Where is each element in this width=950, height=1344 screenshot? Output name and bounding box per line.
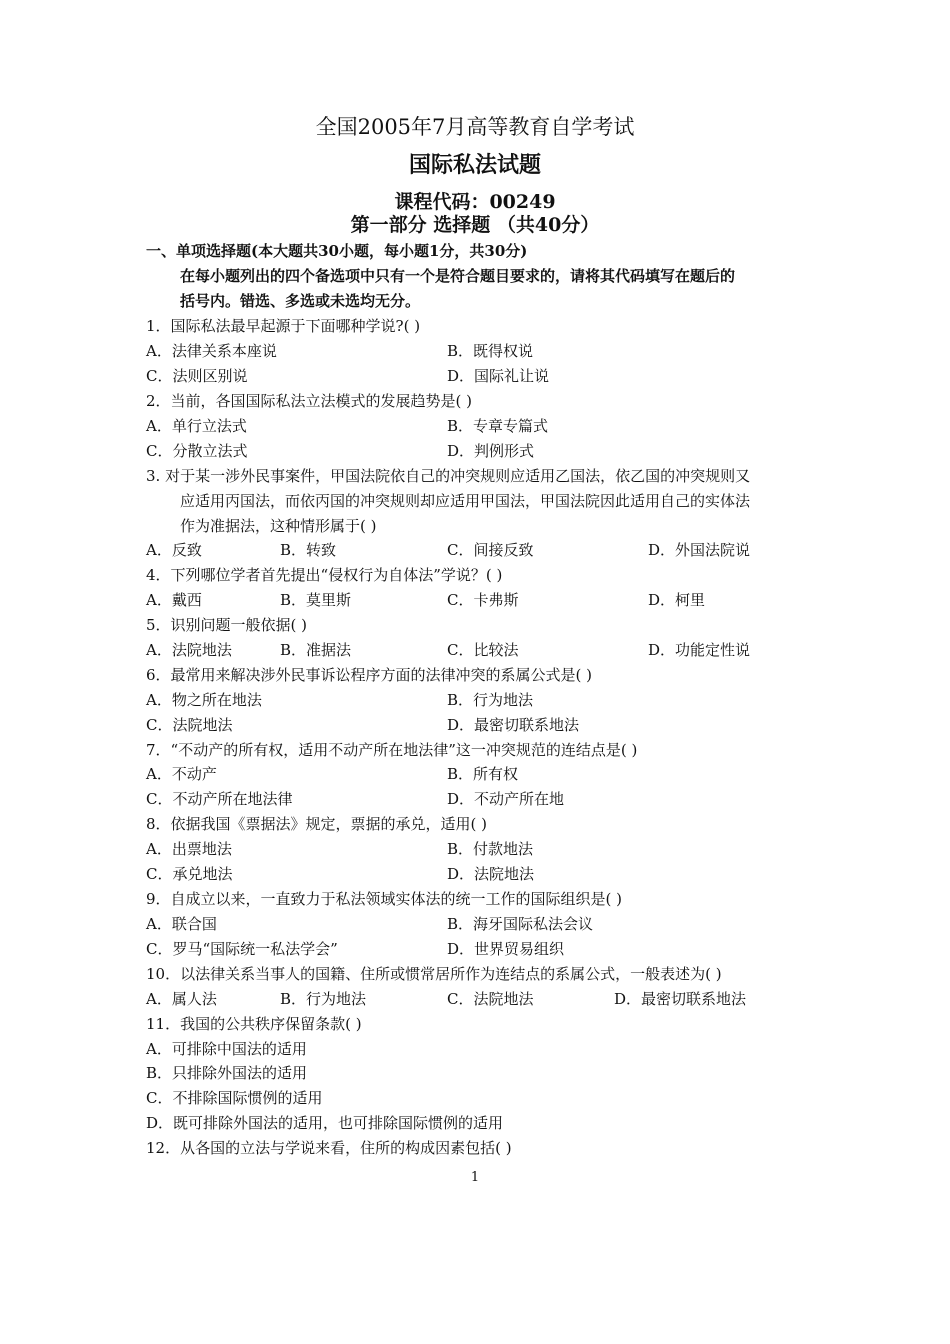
- section-title: 一、单项选择题(本大题共30小题，每小题1分，共30分): [146, 242, 528, 260]
- question-7-option-a: A．不动产: [146, 765, 217, 783]
- question-9-option-c: C．罗马“国际统一私法学会”: [146, 940, 338, 958]
- question-5-stem: 5．识别问题一般依据( ): [146, 616, 308, 634]
- question-8-option-d: D．法院地法: [447, 865, 535, 883]
- question-6-option-c: C．法院地法: [146, 716, 233, 734]
- question-4-option-c: C．卡弗斯: [447, 591, 519, 609]
- question-6-option-b: B．行为地法: [447, 691, 534, 709]
- question-3-stem-line-3: 作为准据法，这种情形属于( ): [180, 517, 377, 535]
- question-2-option-d: D．判例形式: [447, 442, 535, 460]
- question-5-option-c: C．比较法: [447, 641, 519, 659]
- question-4-option-d: D．柯里: [648, 591, 706, 609]
- question-1-option-c: C．法则区别说: [146, 367, 248, 385]
- question-10-option-b: B．行为地法: [280, 990, 367, 1008]
- question-12-stem: 12．从各国的立法与学说来看，住所的构成因素包括( ): [146, 1139, 512, 1157]
- part-title: 第一部分 选择题 （共40分）: [350, 214, 600, 236]
- question-3-option-a: A．反致: [146, 541, 202, 559]
- question-10-option-c: C．法院地法: [447, 990, 534, 1008]
- question-1-option-d: D．国际礼让说: [447, 367, 550, 385]
- subject-title: 国际私法试题: [408, 152, 541, 178]
- question-6-stem: 6．最常用来解决涉外民事诉讼程序方面的法律冲突的系属公式是( ): [146, 666, 593, 684]
- question-3-stem-line-2: 应适用丙国法，而依丙国的冲突规则却应适用甲国法，甲国法院因此适用自己的实体法: [180, 492, 751, 510]
- question-10-stem: 10．以法律关系当事人的国籍、住所或惯常居所作为连结点的系属公式，一般表述为( ): [146, 965, 722, 983]
- section-instruction-line-2: 括号内。错选、多选或未选均无分。: [180, 292, 421, 310]
- question-9-option-d: D．世界贸易组织: [447, 940, 565, 958]
- question-3-option-d: D．外国法院说: [648, 541, 751, 559]
- question-11-option-a: A．可排除中国法的适用: [146, 1040, 307, 1058]
- question-5-option-d: D．功能定性说: [648, 641, 751, 659]
- question-10-option-a: A．属人法: [146, 990, 217, 1008]
- question-10-option-d: D．最密切联系地法: [614, 990, 747, 1008]
- question-3-option-c: C．间接反致: [447, 541, 534, 559]
- question-11-stem: 11．我国的公共秩序保留条款( ): [146, 1015, 362, 1033]
- exam-title: 全国2005年7月高等教育自学考试: [315, 115, 635, 139]
- question-5-option-a: A．法院地法: [146, 641, 232, 659]
- question-2-stem: 2．当前，各国国际私法立法模式的发展趋势是( ): [146, 392, 473, 410]
- question-8-option-c: C．承兑地法: [146, 865, 233, 883]
- question-4-option-a: A．戴西: [146, 591, 202, 609]
- question-2-option-a: A．单行立法式: [146, 417, 247, 435]
- question-3-option-b: B．转致: [280, 541, 337, 559]
- question-9-stem: 9．自成立以来，一直致力于私法领域实体法的统一工作的国际组织是( ): [146, 890, 623, 908]
- question-9-option-a: A．联合国: [146, 915, 217, 933]
- question-7-stem: 7．“不动产的所有权，适用不动产所在地法律”这一冲突规范的连结点是( ): [146, 741, 638, 759]
- question-1-stem: 1．国际私法最早起源于下面哪种学说?( ): [146, 317, 421, 335]
- question-7-option-b: B．所有权: [447, 765, 519, 783]
- page-number: 1: [470, 1170, 480, 1185]
- question-8-option-b: B．付款地法: [447, 840, 534, 858]
- question-11-option-c: C．不排除国际惯例的适用: [146, 1089, 323, 1107]
- question-2-option-b: B．专章专篇式: [447, 417, 549, 435]
- question-8-option-a: A．出票地法: [146, 840, 232, 858]
- question-9-option-b: B．海牙国际私法会议: [447, 915, 594, 933]
- question-5-option-b: B．准据法: [280, 641, 352, 659]
- course-code: 课程代码：00249: [394, 191, 556, 213]
- question-11-option-d: D．既可排除外国法的适用，也可排除国际惯例的适用: [146, 1114, 504, 1132]
- question-4-option-b: B．莫里斯: [280, 591, 352, 609]
- question-6-option-a: A．物之所在地法: [146, 691, 262, 709]
- question-7-option-c: C．不动产所在地法律: [146, 790, 293, 808]
- question-7-option-d: D．不动产所在地: [447, 790, 565, 808]
- question-11-option-b: B．只排除外国法的适用: [146, 1064, 308, 1082]
- question-2-option-c: C．分散立法式: [146, 442, 248, 460]
- question-6-option-d: D．最密切联系地法: [447, 716, 580, 734]
- question-1-option-b: B．既得权说: [447, 342, 534, 360]
- question-1-option-a: A．法律关系本座说: [146, 342, 277, 360]
- question-4-stem: 4．下列哪位学者首先提出“侵权行为自体法”学说？( ): [146, 566, 503, 584]
- question-3-stem-line-1: 3. 对于某一涉外民事案件，甲国法院依自己的冲突规则应适用乙国法，依乙国的冲突规则又: [146, 467, 751, 485]
- question-8-stem: 8．依据我国《票据法》规定，票据的承兑，适用( ): [146, 815, 488, 833]
- section-instruction-line-1: 在每小题列出的四个备选项中只有一个是符合题目要求的，请将其代码填写在题后的: [180, 267, 736, 285]
